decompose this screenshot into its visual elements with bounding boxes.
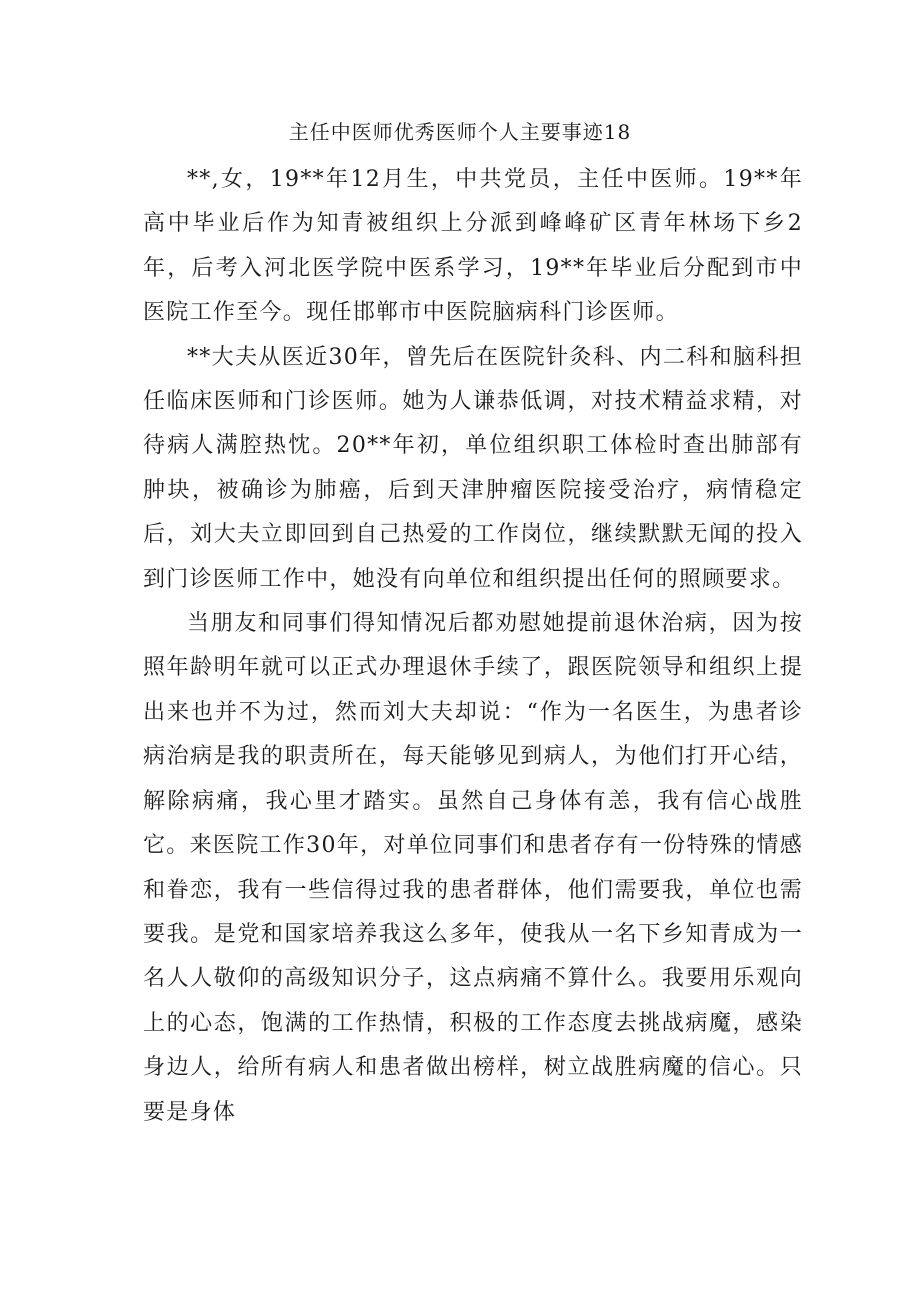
document-body <box>143 158 803 1135</box>
paragraph-2: **大夫从医近30年，曾先后在医院针灸科、内二科和脑科担任临床医师和门诊医师。她为人谦恭低调，对技术精益求精，对待病人满腔热忱。20**年初，单位组织职工体检时查出肺部有肿块，被确诊为肺癌，后到天津肿瘤医院接受治疗，病情稳定后，刘大夫立即回到自己热爱的工作岗位，继续默默无闻的投入到门诊医师工作中，她没有向单位和组织提出任何的照顾要求。 <box>143 344 803 592</box>
paragraph-1: **,女，19**年12月生，中共党员，主任中医师。19**年高中毕业后作为知青被组织上分派到峰峰矿区青年林场下乡2年，后考入河北医学院中医系学习，19**年毕业后分配到市中医院工作至今。现任邯郸市中医院脑病科门诊医师。 <box>143 167 803 326</box>
document-title: 主任中医师优秀医师个人主要事迹18 <box>288 120 632 144</box>
paragraph-3: 当朋友和同事们得知情况后都劝慰她提前退休治病，因为按照年龄明年就可以正式办理退休手续了，跟医院领导和组织上提出来也并不为过，然而刘大夫却说：“作为一名医生，为患者诊病治病是我的职责所在，每天能够见到病人，为他们打开心结，解除病痛，我心里才踏实。虽然自己身体有恙，我有信心战胜它。来医院工作30年，对单位同事们和患者存有一份特殊的情感和眷恋，我有一些信得过我的患者群体，他们需要我，单位也需要我。是党和国家培养我这么多年，使我从一名下乡知青成为一名人人敬仰的高级知识分子，这点病痛不算什么。我要用乐观向上的心态，饱满的工作热情，积极的工作态度去挑战病魔，感染身边人，给所有病人和患者做出榜样，树立战胜病魔的信心。只要是身体 <box>143 611 803 1125</box>
